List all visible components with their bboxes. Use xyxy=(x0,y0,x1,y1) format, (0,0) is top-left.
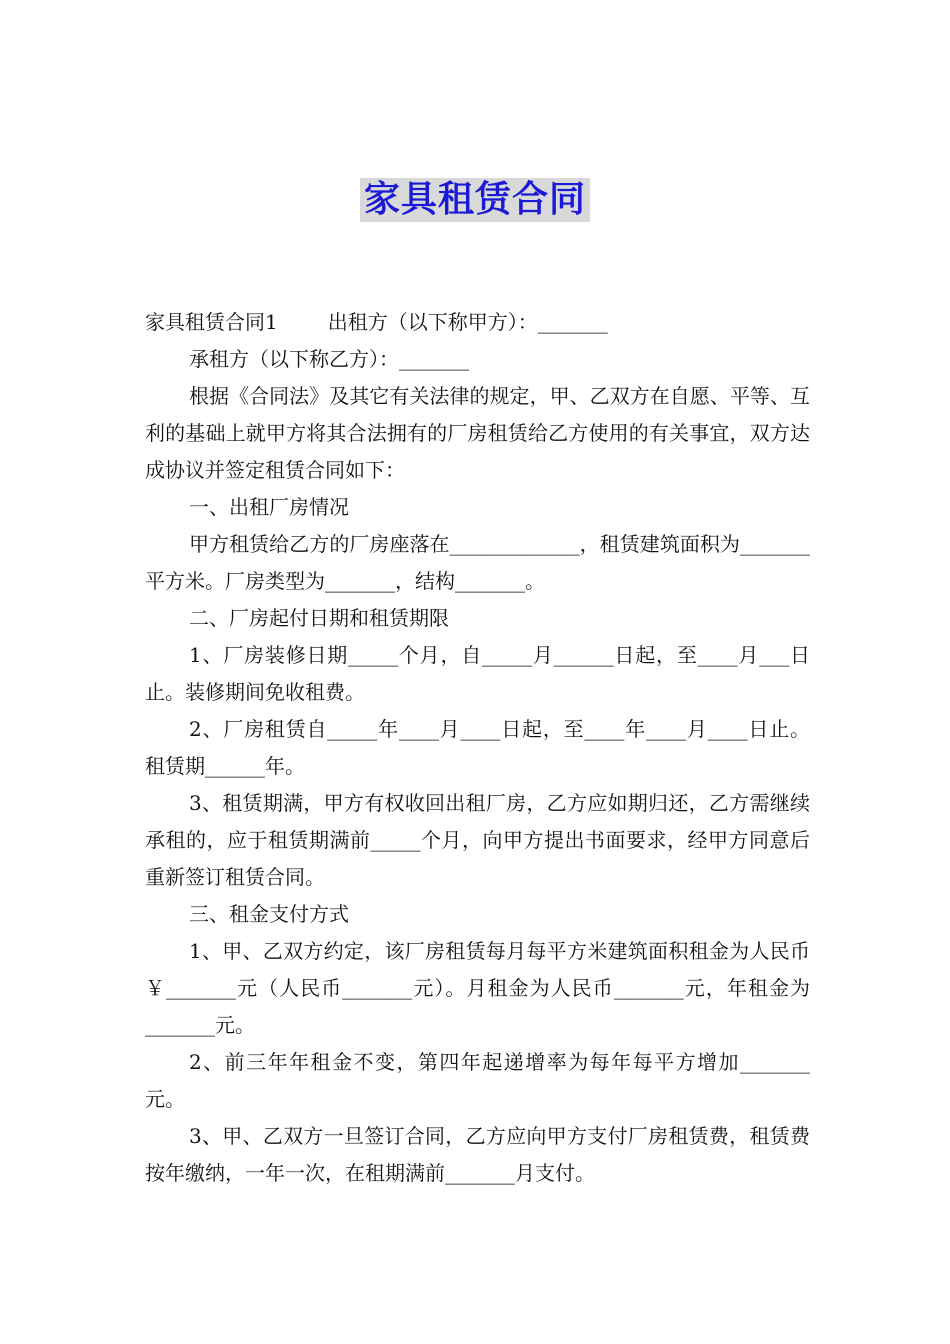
clause-3-2: 2、前三年年租金不变，第四年起递增率为每年每平方增加_______元。 xyxy=(145,1050,810,1111)
paragraph-header xyxy=(145,304,810,341)
clause-3-1: 1、甲、乙双方约定，该厂房租赁每月每平方米建筑面积租金为人民币￥_______元（人民币_______元）。月租金为人民币_______元，年租金为_______元。 xyxy=(145,939,810,1037)
title-container xyxy=(0,178,950,222)
clause-2-1: 1、厂房装修日期_____个月，自_____月______日起，至____月___日止。装修期间免收租费。 xyxy=(145,643,810,704)
document-title: 家具租赁合同 xyxy=(360,178,590,222)
contract-number-label: 家具租赁合同1 xyxy=(145,310,278,334)
section-heading-1: 一、出租厂房情况 xyxy=(189,495,349,519)
paragraph-lessee: 承租方（以下称乙方）：_______ xyxy=(189,347,469,371)
document-body xyxy=(145,304,810,1192)
section-heading-2: 二、厂房起付日期和租赁期限 xyxy=(189,606,449,630)
section-heading-3: 三、租金支付方式 xyxy=(189,902,349,926)
paragraph-property-info: 甲方租赁给乙方的厂房座落在_____________，租赁建筑面积为_______平方米。厂房类型为_______，结构_______。 xyxy=(145,532,810,593)
clause-2-2: 2、厂房租赁自_____年____月____日起，至____年____月____日止。租赁期______年。 xyxy=(145,717,810,778)
clause-2-3: 3、租赁期满，甲方有权收回出租厂房，乙方应如期归还，乙方需继续承租的，应于租赁期满前_____个月，向甲方提出书面要求，经甲方同意后重新签订租赁合同。 xyxy=(145,791,810,889)
paragraph-preamble: 根据《合同法》及其它有关法律的规定，甲、乙双方在自愿、平等、互利的基础上就甲方将其合法拥有的厂房租赁给乙方使用的有关事宜，双方达成协议并签定租赁合同如下： xyxy=(145,384,810,482)
clause-3-3: 3、甲、乙双方一旦签订合同，乙方应向甲方支付厂房租赁费，租赁费按年缴纳，一年一次，在租期满前_______月支付。 xyxy=(145,1124,810,1185)
lessor-line: 出租方（以下称甲方）：_______ xyxy=(327,310,608,334)
